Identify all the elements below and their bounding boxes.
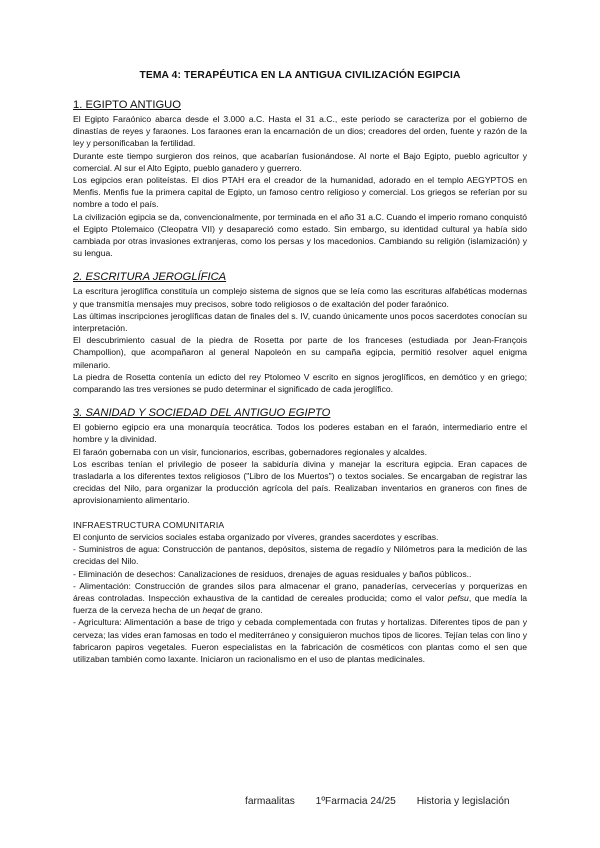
paragraph: Los egipcios eran politeístas. El dios PTAH era el creador de la humanidad, adorado en el templo AEGYPTOS en Menfis. Menfis fue la primera capital de Egipto, un famoso centro religioso y comercial. Los griegos se referían por su nombre a todo el país. xyxy=(73,175,527,210)
infra-intro: El conjunto de servicios sociales estaba organizado por víveres, grandes sacerdotes y escribas. xyxy=(73,531,439,542)
page-footer xyxy=(245,796,510,807)
paragraph: Las últimas inscripciones jeroglíficas datan de finales del s. IV, cuando únicamente unos pocos sacerdotes conocían su interpretación. xyxy=(73,310,527,334)
footer-author: farmaalitas xyxy=(245,796,295,807)
section-egipto-antiguo xyxy=(73,99,527,259)
paragraph: El Egipto Faraónico abarca desde el 3.000 a.C. Hasta el 31 a.C., este periodo se caracteriza por el gobierno de dinastías de reyes y faraones. Los faraones eran la encarnación de un dios; creadores del orden, fuente y razón de la ley y personificaban la fertilidad. xyxy=(73,114,527,149)
paragraph: El faraón gobernaba con un visir, funcionarios, escribas, gobernadores regionales y alcaldes. xyxy=(73,446,427,457)
paragraph: El gobierno egipcio era una monarquía teocrática. Todos los poderes estaban en el faraón, intermediario entre el hombre y la divinidad. xyxy=(73,422,527,445)
paragraph: La piedra de Rosetta contenía un edicto del rey Ptolomeo V escrito en signos jeroglíficos, en demótico y en griego; comparando las tres versiones se pudo determinar el significado de cada jeroglífico. xyxy=(73,371,527,395)
paragraph: El descubrimiento casual de la piedra de Rosetta por parte de los franceses (estudiada por Jean-François Champollion), que acompañaron al general Napoleón en su campaña egipcia, permitió resolver aquel enigma milenario. xyxy=(73,335,527,370)
paragraph: La escritura jeroglífica constituía un complejo sistema de signos que se leía como las escrituras alfabéticas modernas y que transmitía mensajes muy precisos, sobre todo religiosos o de exaltación del poder faraónico. xyxy=(73,286,527,309)
section-heading: 2. ESCRITURA JEROGLÍFICA xyxy=(73,271,227,284)
section-infraestructura xyxy=(73,519,527,665)
paragraph: La civilización egipcia se da, convencionalmente, por terminada en el año 31 a.C. Cuando el imperio romano conquistó el Egipto Ptolemaico (Cleopatra VII) y desapareció como estado. Sin embargo, su identidad cultural ya había sido cambiada por otras invasiones extranjeras, como los persas y los macedonios. Cambiando su religión (islamización) y su lengua. xyxy=(73,211,527,259)
paragraph: Durante este tiempo surgieron dos reinos, que acabarían fusionándose. Al norte el Bajo Egipto, pueblo agricultor y comercial. Al sur el Alto Egipto, pueblo ganadero y guerrero. xyxy=(73,150,527,173)
infra-item-agua: - Suministros de agua: Construcción de pantanos, depósitos, sistema de regadío y Nilómetros para la medición de las crecidas del Nilo. xyxy=(73,544,527,567)
infra-item-agricultura: - Agricultura: Alimentación a base de trigo y cebada complementada con frutas y hortalizas. Diferentes tipos de pan y cerveza; las vides eran famosas en todo el mediterráneo y consiguieron muchos tipos de licores. Tejían telas con lino y fabricaron papiros vegetales. Fueron especialistas en la fabricación de cosméticos con plantas como el sen que utilizaban también como laxante. Iniciaron un racionalismo en el uso de plantas medicinales. xyxy=(73,617,527,664)
section-escritura-jeroglifica xyxy=(73,271,527,395)
infra-subheading: INFRAESTRUCTURA COMUNITARIA xyxy=(73,519,225,530)
document-title: TEMA 4: TERAPÉUTICA EN LA ANTIGUA CIVILIZACIÓN EGIPCIA xyxy=(139,70,461,81)
footer-course: 1ºFarmacia 24/25 xyxy=(315,796,396,807)
section-sanidad-sociedad xyxy=(73,407,527,506)
footer-subject: Historia y legislación xyxy=(416,796,510,807)
infra-item-alimentacion: - Alimentación: Construcción de grandes silos para almacenar el grano, panaderías, cervecerías y porquerizas en áreas controladas. Inspección exhaustiva de la cantidad de cereales producida; como el valor pefsu, que medía la fuerza de la cerveza hecha de un heqat de grano. xyxy=(73,580,528,616)
section-heading: 1. EGIPTO ANTIGUO xyxy=(73,99,181,111)
paragraph: Los escribas tenían el privilegio de poseer la sabiduría divina y manejar la escritura egipcia. Eran capaces de trasladarla a los diferentes textos religiosos ("Libro de los Muertos") o textos sociales. Se encargaban de registrar las crecidas del Nilo, para organizar la producción agrícola del país. Realizaban inventarios en graneros con fines de aprovisionamiento alimentario. xyxy=(73,458,527,506)
section-heading: 3. SANIDAD Y SOCIEDAD DEL ANTIGUO EGIPTO xyxy=(73,407,331,420)
infra-item-desechos: - Eliminación de desechos: Canalizaciones de residuos, drenajes de aguas residuales y baños públicos.. xyxy=(73,568,472,579)
